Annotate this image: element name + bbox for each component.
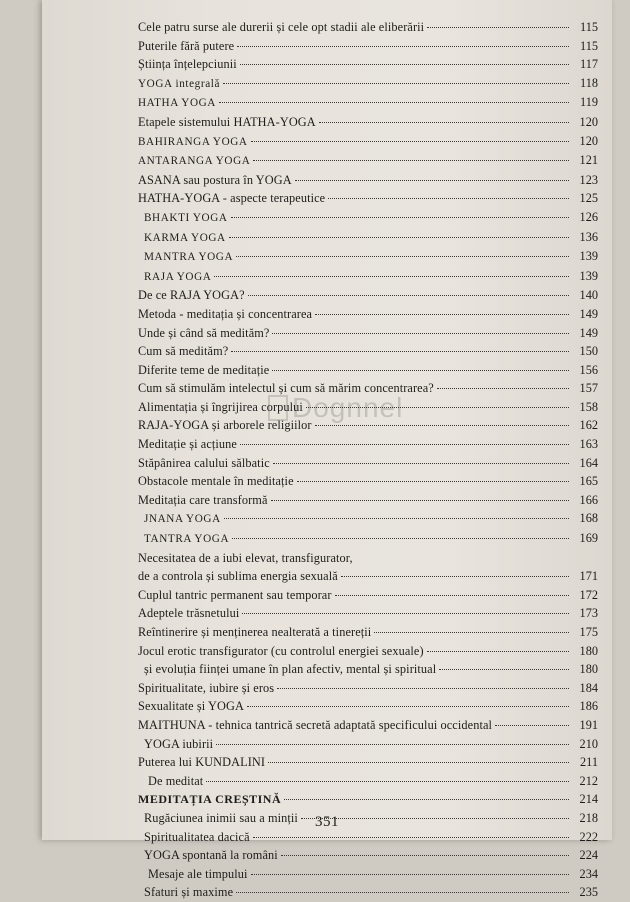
toc-entry-title: Obstacole mentale în meditație <box>138 474 294 489</box>
toc-entry-page: 164 <box>579 455 598 470</box>
toc-entry-page: 157 <box>579 381 598 396</box>
toc-entry-title: KARMA YOGA <box>144 231 226 244</box>
toc-entry <box>138 735 598 754</box>
dot-leader <box>273 463 569 464</box>
dot-leader <box>231 217 569 218</box>
toc-entry-page: 120 <box>579 114 598 129</box>
toc-entry-page: 169 <box>579 531 598 546</box>
toc-entry-page: 211 <box>580 755 598 770</box>
dot-leader <box>253 160 569 161</box>
toc-entry-title: Jocul erotic transfigurator (cu controlul energiei sexuale) <box>138 643 424 658</box>
toc-entry <box>138 697 598 716</box>
dot-leader <box>495 725 569 726</box>
toc-entry <box>138 416 598 435</box>
toc-entry-page: 184 <box>579 680 598 695</box>
toc-entry-page: 139 <box>579 249 598 264</box>
dot-leader <box>315 314 569 315</box>
toc-entry-page: 139 <box>579 268 598 283</box>
dot-leader <box>427 27 569 28</box>
toc-entry <box>138 772 598 791</box>
toc-entry-page: 171 <box>579 569 598 584</box>
dot-leader <box>223 83 569 84</box>
toc-entry-page: 140 <box>579 288 598 303</box>
dot-leader <box>242 613 569 614</box>
toc-entry-page: 212 <box>579 773 598 788</box>
toc-entry-title: Mesaje ale timpului <box>148 866 248 881</box>
dot-leader <box>427 651 569 652</box>
toc-entry-page: 218 <box>579 810 598 825</box>
dot-leader <box>281 855 569 856</box>
dot-leader <box>439 669 569 670</box>
toc-entry-title: Meditația care transformă <box>138 492 268 507</box>
toc-entry-page: 118 <box>580 75 598 90</box>
toc-entry-title: MAITHUNA - tehnica tantrică secretă adaptată specificului occidental <box>138 717 493 732</box>
dot-leader <box>253 837 569 838</box>
dot-leader <box>374 632 569 633</box>
toc-entry-title: Cum să stimulăm intelectul și cum să mărim concentrarea? <box>138 381 434 396</box>
toc-entry-title: Alimentația și îngrijirea corpului <box>138 399 303 414</box>
dot-leader <box>219 102 569 103</box>
toc-entry <box>138 208 598 228</box>
toc-entry <box>138 753 598 772</box>
toc-entry-title: JNANA YOGA <box>144 513 221 526</box>
toc-entry <box>138 679 598 698</box>
dot-leader <box>272 370 569 371</box>
toc-entry <box>138 529 598 549</box>
toc-entry-title: MANTRA YOGA <box>144 251 234 264</box>
dot-leader <box>251 874 569 875</box>
toc-entry <box>138 716 598 735</box>
toc-entry <box>138 286 598 305</box>
dot-leader <box>240 64 569 65</box>
toc-entry-page: 121 <box>579 153 598 168</box>
toc-entry-title: RAJA YOGA <box>144 270 212 283</box>
toc-entry-title: Puterile fără putere <box>138 38 235 53</box>
dot-leader <box>284 799 569 800</box>
toc-entry-first-line <box>138 549 598 568</box>
toc-entry <box>138 247 598 267</box>
dot-leader <box>341 576 569 577</box>
toc-entry-page: 149 <box>579 325 598 340</box>
toc-entry <box>138 491 598 510</box>
toc-entry-page: 235 <box>579 885 598 900</box>
toc-entry <box>138 55 598 74</box>
toc-entry <box>138 883 598 902</box>
toc-entry <box>138 113 598 132</box>
dot-leader <box>248 295 569 296</box>
toc-entry-page: 234 <box>579 866 598 881</box>
toc-entry <box>138 18 598 37</box>
toc-entry-title: Reîntinerire și menținerea nealterată a tinereții <box>138 625 372 639</box>
toc-entry-title: Meditație și acțiune <box>138 437 237 452</box>
toc-entry-page: 191 <box>579 717 598 732</box>
dot-leader <box>328 198 569 199</box>
toc-entry-title: Știința înțelepciunii <box>138 57 237 72</box>
dot-leader <box>271 500 569 501</box>
toc-entry <box>138 472 598 491</box>
toc-entry-title: Sexualitate și YOGA <box>138 699 244 714</box>
toc-entry <box>138 454 598 473</box>
dot-leader <box>236 256 569 257</box>
toc-entry-page: 123 <box>579 172 598 187</box>
dot-leader <box>315 425 569 426</box>
toc-entry-title: HATHA YOGA <box>138 97 216 110</box>
toc-entry-page: 115 <box>580 20 598 34</box>
toc-entry-title: YOGA spontană la români <box>144 848 278 863</box>
toc-entry <box>138 865 598 884</box>
toc-entry-page: 119 <box>580 95 598 110</box>
toc-entry-title: RAJA-YOGA și arborele religiilor <box>138 418 312 433</box>
dot-leader <box>277 688 569 689</box>
toc-entry-title: Diferite teme de meditație <box>138 362 270 377</box>
dot-leader <box>216 744 569 745</box>
toc-entry-page: 165 <box>579 474 598 489</box>
watermark-text: Dognnel <box>292 392 404 423</box>
toc-entry <box>138 361 598 380</box>
toc-entry-title: ASANA sau postura în YOGA <box>138 172 292 187</box>
toc-entry <box>138 509 598 529</box>
toc-entry <box>138 132 598 152</box>
dot-leader <box>232 538 569 539</box>
dot-leader <box>247 706 569 707</box>
dot-leader <box>272 333 569 334</box>
toc-entry-page: 156 <box>579 362 598 377</box>
toc-entry <box>138 74 598 94</box>
toc-entry-title: Etapele sistemului HATHA-YOGA <box>138 114 316 129</box>
toc-entry-page: 224 <box>579 848 598 863</box>
toc-entry <box>138 567 598 586</box>
toc-entry-page: 173 <box>579 606 598 621</box>
toc-entry <box>138 435 598 454</box>
dot-leader <box>237 46 569 47</box>
dot-leader <box>319 122 569 123</box>
dot-leader <box>224 518 569 519</box>
toc-entry-title: ANTARANGA YOGA <box>138 155 251 168</box>
dot-leader <box>229 237 569 238</box>
toc-entry-title: Unde și când să medităm? <box>138 325 270 340</box>
toc-entry-page: 168 <box>579 511 598 526</box>
toc-entry-title: de a controla și sublima energia sexuală <box>138 569 338 584</box>
toc-entry-page: 125 <box>579 191 598 206</box>
toc-entry <box>138 586 598 605</box>
dot-leader <box>251 141 569 142</box>
toc-entry <box>138 379 598 398</box>
toc-entry-page: 120 <box>579 133 598 148</box>
toc-entry-page: 150 <box>579 344 598 359</box>
toc-entry-title: De ce RAJA YOGA? <box>138 288 245 303</box>
toc-entry-title: Metoda - meditația și concentrarea <box>138 306 313 321</box>
toc-entry-page: 172 <box>579 587 598 602</box>
toc-entry <box>138 93 598 113</box>
toc-entry-page: 149 <box>579 306 598 321</box>
toc-entry-page: 210 <box>579 736 598 751</box>
toc-entry-page: 163 <box>579 437 598 452</box>
dot-leader <box>297 481 569 482</box>
toc-entry <box>138 846 598 865</box>
toc-entry <box>138 604 598 623</box>
toc-entry-title: Cele patru surse ale durerii și cele opt stadii ale eliberării <box>138 20 425 34</box>
toc-entry-title: Cum să medităm? <box>138 344 229 359</box>
toc-entry-title: Adeptele trăsnetului <box>138 606 240 621</box>
page-number: 351 <box>315 814 339 830</box>
toc-entry-page: 117 <box>580 57 598 72</box>
toc-entry <box>138 151 598 171</box>
toc-entry <box>138 267 598 287</box>
dot-leader <box>231 351 569 352</box>
toc-entry-page: 180 <box>579 643 598 658</box>
toc-entry-title: și evoluția ființei umane în plan afectiv, mental și spiritual <box>144 662 437 677</box>
toc-entry-page: 175 <box>579 625 598 639</box>
dot-leader <box>295 180 569 181</box>
toc-entry <box>138 342 598 361</box>
dot-leader <box>268 762 569 763</box>
toc-entry <box>138 228 598 248</box>
toc-entry-title: Cuplul tantric permanent sau temporar <box>138 587 332 602</box>
toc-entry-title: De meditat <box>148 773 204 788</box>
toc-entry-page: 214 <box>579 792 598 807</box>
toc-entry-title: Spiritualitate, iubire și eros <box>138 680 275 695</box>
toc-entry <box>138 189 598 208</box>
toc-entry-page: 115 <box>580 38 598 53</box>
dot-leader <box>214 276 569 277</box>
toc-entry-page: 186 <box>579 699 598 714</box>
toc-entry-page: 162 <box>579 418 598 433</box>
toc-entry <box>138 171 598 190</box>
toc-entry-page: 126 <box>579 209 598 224</box>
toc-entry-title: BAHIRANGA YOGA <box>138 135 248 148</box>
toc-entry <box>138 623 598 642</box>
toc-entry-title: Spiritualitatea dacică <box>144 829 250 844</box>
toc-entry-title: TANTRA YOGA <box>144 533 230 546</box>
toc-entry <box>138 305 598 324</box>
toc-entry-title: YOGA iubirii <box>144 736 214 751</box>
table-of-contents <box>138 18 598 902</box>
dot-leader <box>335 595 569 596</box>
toc-entry-title: Puterea lui KUNDALINI <box>138 755 266 770</box>
dot-leader <box>240 444 569 445</box>
book-page <box>42 0 612 900</box>
toc-entry-page: 180 <box>579 662 598 677</box>
toc-entry-title: Stăpânirea calului sălbatic <box>138 455 270 470</box>
toc-entry-title-line1: Necesitatea de a iubi elevat, transfigurator, <box>138 550 353 565</box>
toc-entry <box>138 642 598 661</box>
toc-entry-page: 158 <box>579 399 598 414</box>
toc-entry-title: BHAKTI YOGA <box>144 211 228 224</box>
dot-leader <box>236 892 569 893</box>
toc-entry <box>138 398 598 417</box>
toc-chapter-title: MEDITAȚIA CREȘTINĂ <box>138 792 282 807</box>
dot-leader <box>437 388 569 389</box>
toc-entry <box>138 790 598 809</box>
dot-leader <box>206 781 569 782</box>
toc-entry <box>138 324 598 343</box>
toc-entry <box>138 660 598 679</box>
toc-entry-page: 222 <box>579 829 598 844</box>
dot-leader <box>306 407 569 408</box>
toc-entry-page: 166 <box>579 492 598 507</box>
toc-entry-title: Rugăciunea inimii sau a minții <box>144 810 298 825</box>
toc-entry <box>138 37 598 56</box>
toc-entry-title: YOGA integrală <box>138 77 221 90</box>
toc-entry-page: 136 <box>579 229 598 244</box>
toc-entry-title: HATHA-YOGA - aspecte terapeutice <box>138 191 326 206</box>
toc-entry-title: Sfaturi și maxime <box>144 885 234 900</box>
